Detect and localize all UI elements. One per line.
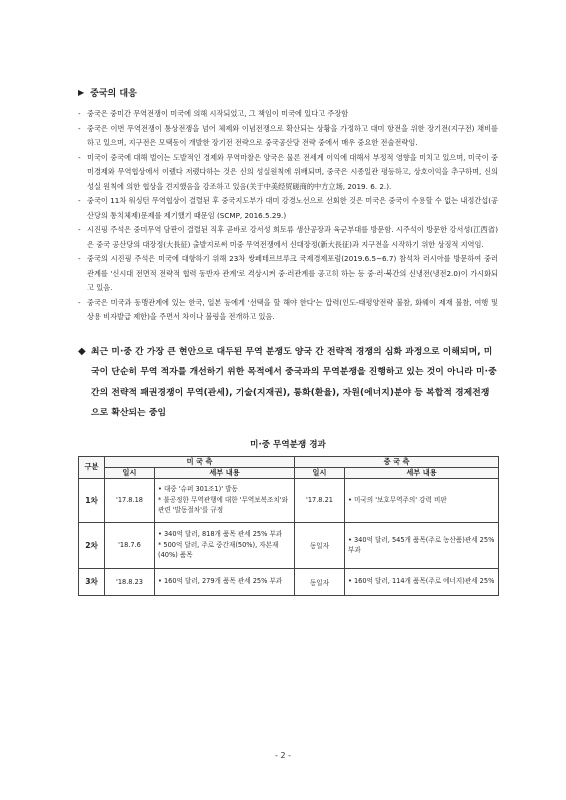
bullet-text: 시진핑 주석은 중미무역 담판이 결렬된 직후 곧바로 강서성 희토류 생산공장과 육군부대를 방문함. 시주석이 방문한 강서성(江西省)은 중국 공산당의 대장정(大長征) 출발지로써 미중 무역전쟁에서 신대장정(新大長征)과 지구전을 시작하기 위한 상징적 지역임. <box>87 225 498 249</box>
header-round: 구분 <box>79 456 105 478</box>
document-page <box>78 86 498 596</box>
bullet-item: - 미국이 중국에 대해 벌이는 도발적인 경제와 무역마찰은 양국은 물론 전세계 이익에 대해서 부정적 영향을 미치고 있으며, 미국이 중미경제와 무역협상에서 이랬다 저랬다하는 것은 신의 성실원칙에 위배되며, 중국은 시종일관 평등하고, 상호이익을 추구하며, 신의 성실 원칙에 의한 협상을 견지했음을 강조하고 있음(关于中美经贸磋商的中方立场, 2019. 6. 2.). <box>78 152 498 191</box>
row-round: 2차 <box>79 522 105 568</box>
diamond-bullet-icon: ◆ <box>78 345 86 357</box>
section-heading <box>78 86 498 99</box>
row-us-date: '18.7.6 <box>105 522 155 568</box>
trade-dispute-table <box>78 456 499 596</box>
header-cn-date: 일시 <box>295 467 345 478</box>
summary-text: 최근 미·중 간 가장 큰 현안으로 대두된 무역 분쟁도 양국 간 전략적 경쟁의 심화 과정으로 이해되며, 미국이 단순히 무역 적자를 개선하기 위한 목적에서 중국과의 무역분쟁을 진행하고 있는 것이 아니라 미·중간의 전략적 패권경쟁이 무역(관세), 기술(지재권), 통화(환율), 자원(에너지)분야 등 복합적 경제전쟁으로 확산되는 중임 <box>91 346 497 418</box>
header-us-date: 일시 <box>105 467 155 478</box>
section-heading-text: 중국의 대응 <box>90 89 137 99</box>
table-title: 미·중 무역분쟁 경과 <box>250 439 326 450</box>
header-us: 미 국 측 <box>105 456 295 467</box>
row-round: 1차 <box>79 478 105 522</box>
row-cn-detail: • 160억 달러, 114개 품목(주로 에너지)관세 25% <box>345 568 499 595</box>
triangle-bullet-icon: ▶ <box>78 88 85 97</box>
bullet-item: - 중국은 이번 무역전쟁이 통상전쟁을 넘어 체제와 이념전쟁으로 확산되는 상황을 가정하고 대미 항전을 위한 장기전(지구전) 채비를 하고 있으며, 지구전은 모택동이 개발한 장기전 전략으로 중국공산당 전략 중에서 매우 중요한 전술전략임. <box>78 123 498 147</box>
row-round: 3차 <box>79 568 105 595</box>
bullet-text: 중국은 이번 무역전쟁이 통상전쟁을 넘어 체제와 이념전쟁으로 확산되는 상황을 가정하고 대미 항전을 위한 장기전(지구전) 채비를 하고 있으며, 지구전은 모택동이 개발한 장기전 전략으로 중국공산당 전략 중에서 매우 중요한 전술전략임. <box>87 123 498 147</box>
table-row <box>79 568 499 595</box>
bullet-item: - 중국의 시진핑 주석은 미국에 대항하기 위해 23차 쌍페테르브루크 국제경제포럼(2019.6.5~6.7) 참석차 러시아를 방문하여 중러관계를 '신시대 전면적 전략적 협력 동반자 관계'로 격상시켜 중·러관계를 공고히 하는 등 중·러·북간의 신냉전(냉전2.0)이 가시화되고 있음. <box>78 254 498 292</box>
bullet-item: - 중국은 미국과 동맹관계에 있는 한국, 일본 등에게 '선택을 할 해야 한다'는 압력(인도-태평양전략 불참, 화웨이 제재 불참, 여행 및 상용 비자발급 제한)을 주면서 차이나 불링을 전개하고 있음. <box>78 297 498 321</box>
row-us-detail: • 340억 달러, 818개 품목 관세 25% 부과 * 500억 달러, 주로 중간재(50%), 자본재(40%) 품목 <box>155 522 295 568</box>
bullet-text: 중국은 중미간 무역전쟁이 미국에 의해 시작되었고, 그 책임이 미국에 있다고 주장함 <box>87 109 349 118</box>
row-cn-detail: • 340억 달러, 545개 품목(주로 농산품)관세 25% 부과 <box>345 522 499 568</box>
page-number: - 2 - <box>275 751 291 760</box>
summary-paragraph <box>78 342 498 424</box>
header-cn: 중 국 측 <box>295 456 499 467</box>
table-header-row <box>79 456 499 467</box>
header-us-detail: 세부 내용 <box>155 467 295 478</box>
bullet-list <box>78 107 498 325</box>
bullet-text: 중국의 시진핑 주석은 미국에 대항하기 위해 23차 쌍페테르브루크 국제경제포럼(2019.6.5~6.7) 참석차 러시아를 방문하여 중러관계를 '신시대 전면적 전략적 협력 동반자 관계'로 격상시켜 중·러관계를 공고히 하는 등 중·러·북간의 신냉전(냉전2.0)이 가시화되고 있음. <box>87 254 498 292</box>
table-subheader-row <box>79 467 499 478</box>
header-cn-detail: 세부 내용 <box>345 467 499 478</box>
row-us-detail: • 대중 '슈퍼 301조1)' 발동 * 불공정한 무역관행에 대한 '무역보복조치'와 관련 '발동절차'를 규정 <box>155 478 295 522</box>
row-us-date: '18.8.23 <box>105 568 155 595</box>
row-us-date: '17.8.18 <box>105 478 155 522</box>
bullet-item: - 중국이 11차 워싱턴 무역협상이 결렬된 후 중국지도부가 대미 강경노선으로 선회한 것은 미국은 중국이 수용할 수 없는 내정간섭(공산당의 통치체제)문제를 제기했기 때문임 (SCMP, 2016.5.29.) <box>78 196 498 220</box>
row-us-detail: • 160억 달러, 279개 품목 관세 25% 부과 <box>155 568 295 595</box>
bullet-item: - 중국은 중미간 무역전쟁이 미국에 의해 시작되었고, 그 책임이 미국에 있다고 주장함 <box>78 109 349 118</box>
table-row <box>79 522 499 568</box>
table-row <box>79 478 499 522</box>
row-cn-detail: • 미국의 '보호무역주의' 강력 비판 <box>345 478 499 522</box>
bullet-text: 중국이 11차 워싱턴 무역협상이 결렬된 후 중국지도부가 대미 강경노선으로 선회한 것은 미국은 중국이 수용할 수 없는 내정간섭(공산당의 통치체제)문제를 제기했기 때문임 (SCMP, 2016.5.29.) <box>87 196 498 220</box>
bullet-item: - 시진핑 주석은 중미무역 담판이 결렬된 직후 곧바로 강서성 희토류 생산공장과 육군부대를 방문함. 시주석이 방문한 강서성(江西省)은 중국 공산당의 대장정(大長征) 출발지로써 미중 무역전쟁에서 신대장정(新大長征)과 지구전을 시작하기 위한 상징적 지역임. <box>78 225 498 249</box>
row-cn-date: 동일자 <box>295 522 345 568</box>
bullet-text: 중국은 미국과 동맹관계에 있는 한국, 일본 등에게 '선택을 할 해야 한다'는 압력(인도-태평양전략 불참, 화웨이 제재 불참, 여행 및 상용 비자발급 제한)을 주면서 차이나 불링을 전개하고 있음. <box>87 297 498 321</box>
bullet-text: 미국이 중국에 대해 벌이는 도발적인 경제와 무역마찰은 양국은 물론 전세계 이익에 대해서 부정적 영향을 미치고 있으며, 미국이 중미경제와 무역협상에서 이랬다 저랬다하는 것은 신의 성실원칙에 위배되며, 중국은 시종일관 평등하고, 상호이익을 추구하며, 신의 성실 원칙에 의한 협상을 견지했음을 강조하고 있음(关于中美经贸磋商的中方立场, 2019. 6. 2.). <box>87 152 498 191</box>
row-cn-date: 동일자 <box>295 568 345 595</box>
row-cn-date: '17.8.21 <box>295 478 345 522</box>
